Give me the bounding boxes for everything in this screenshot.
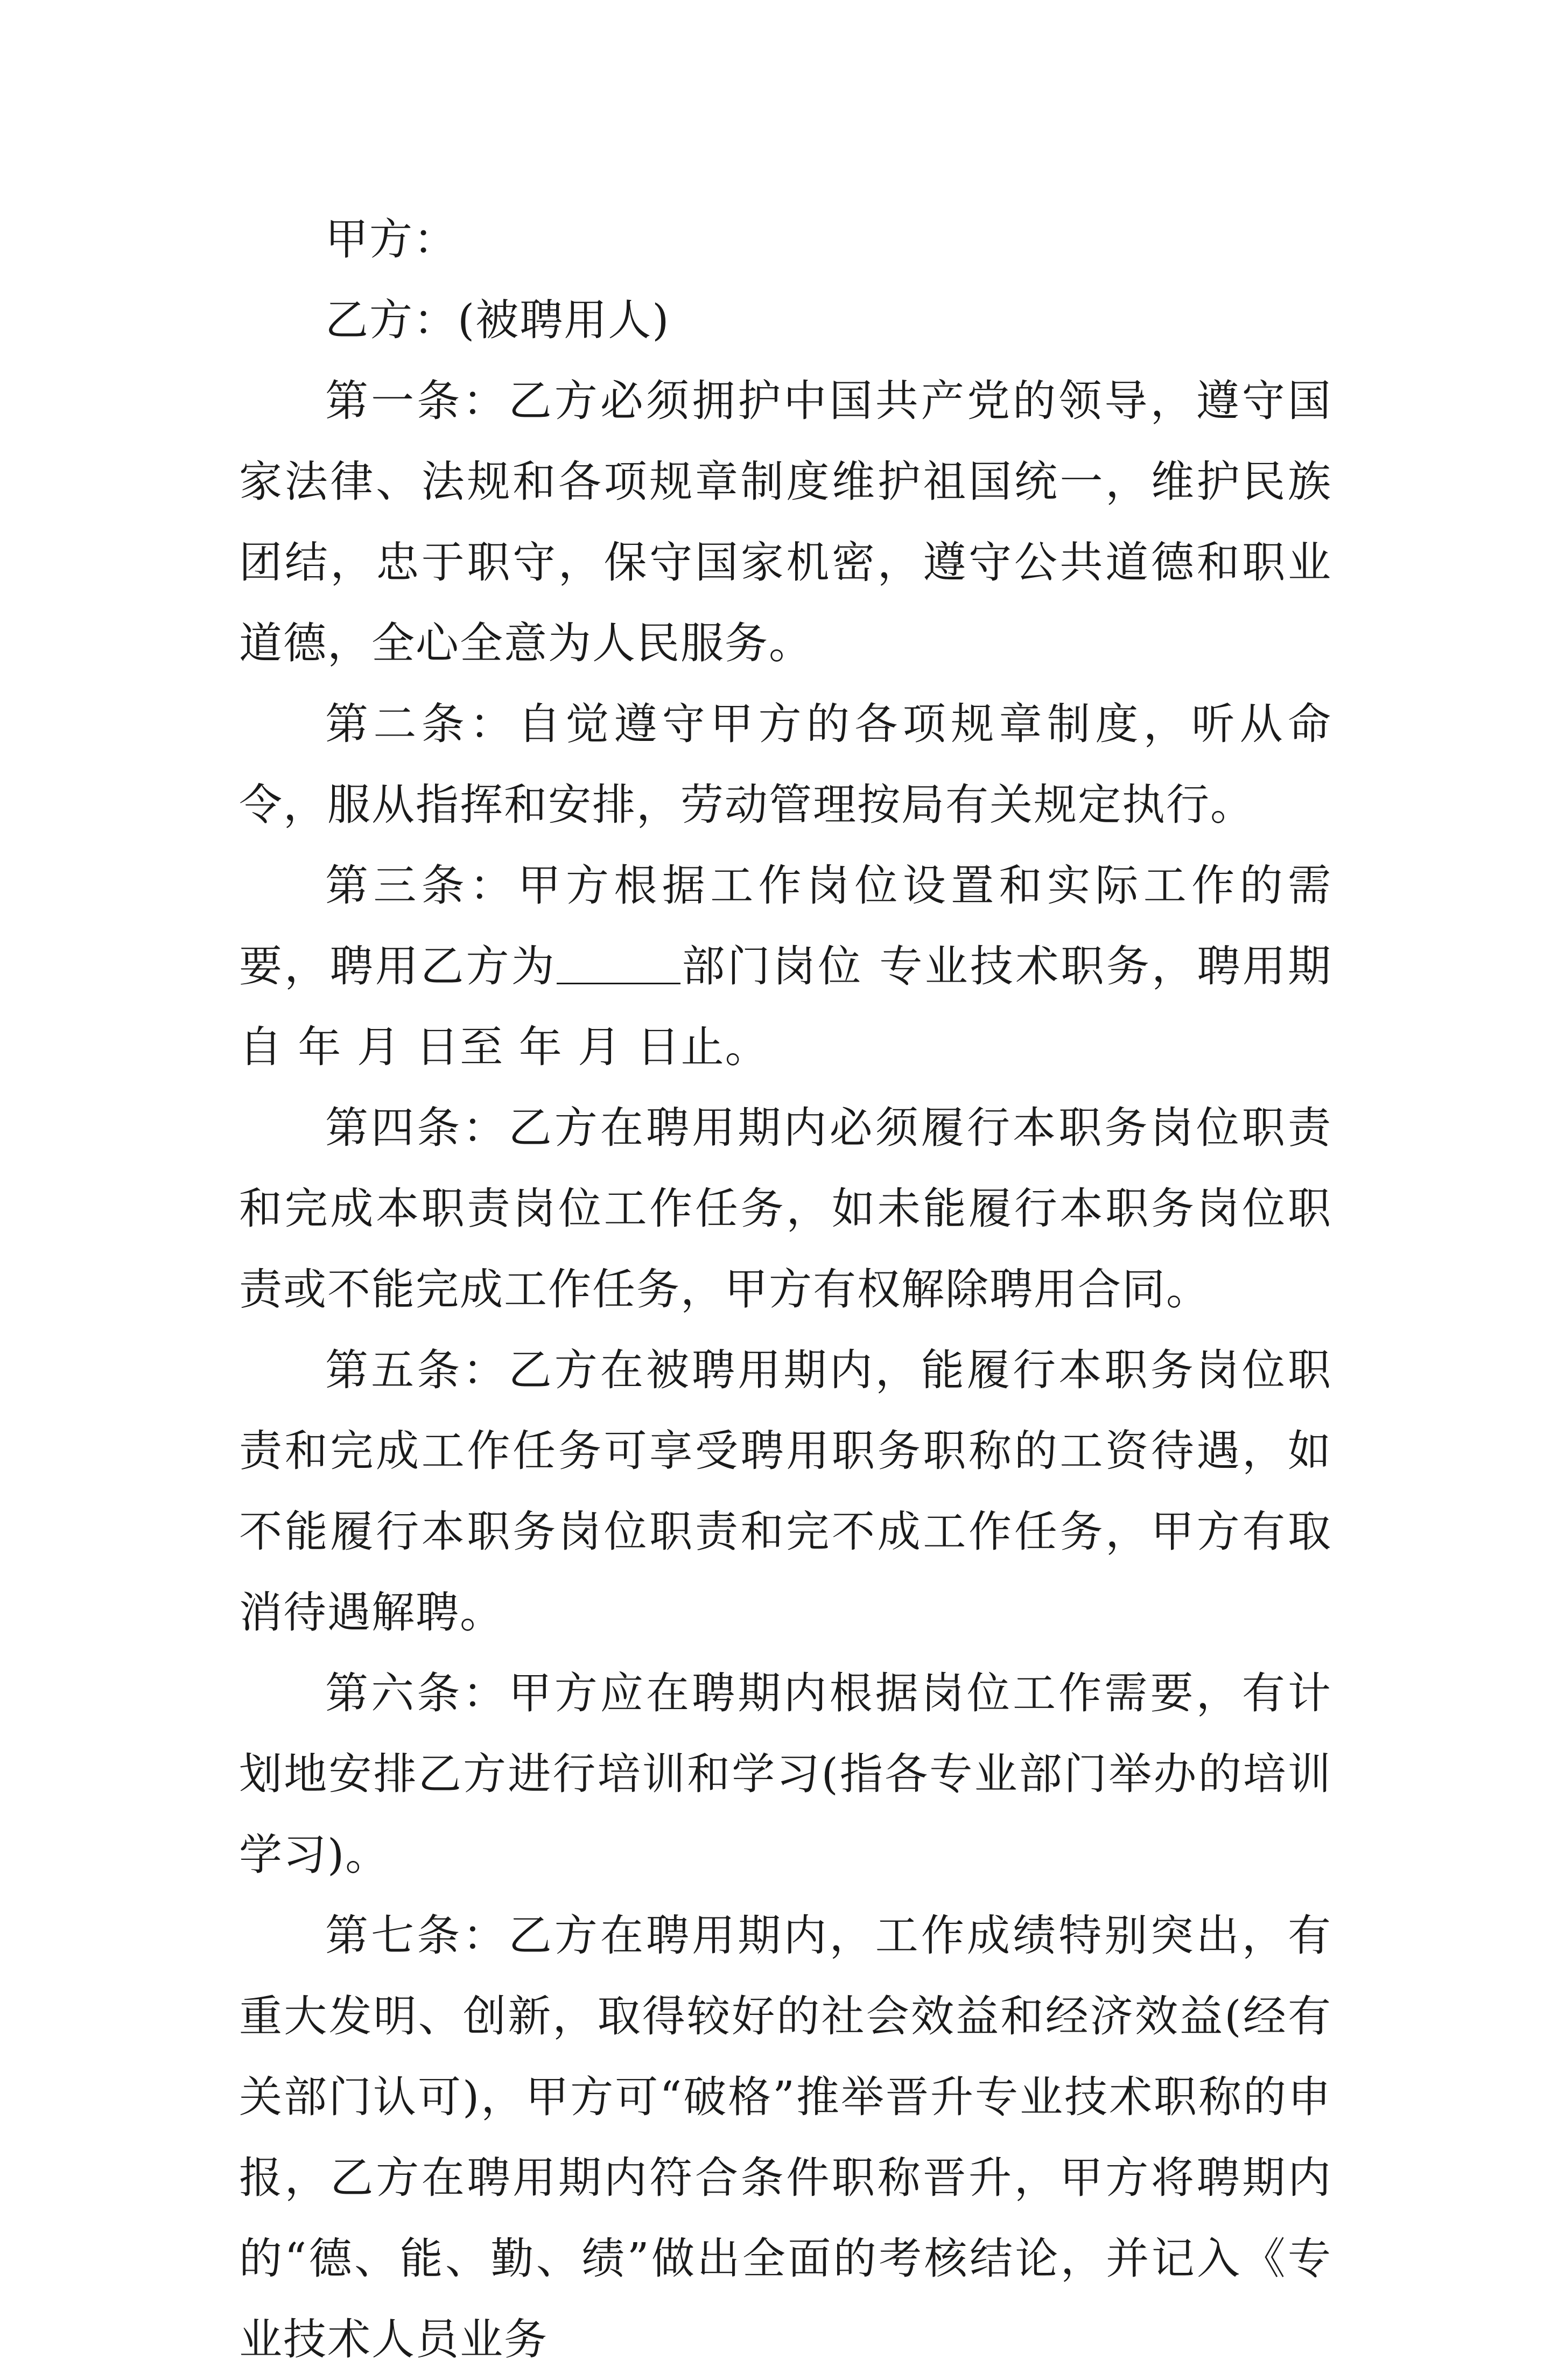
article-6: 第六条：甲方应在聘期内根据岗位工作需要，有计划地安排乙方进行培训和学习(指各专业部门举办的培训学习)。 bbox=[239, 1668, 1332, 1880]
article-2: 第二条：自觉遵守甲方的各项规章制度，听从命令，服从指挥和安排，劳动管理按局有关规定执行。 bbox=[239, 699, 1332, 830]
article-7: 第七条：乙方在聘用期内，工作成绩特别突出，有重大发明、创新，取得较好的社会效益和经济效益(经有关部门认可)，甲方可“破格”推举晋升专业技术职称的申报，乙方在聘用期内符合条件职称晋升，甲方将聘期内的“德、能、勤、绩”做出全面的考核结论，并记入《专业技术人员业务 bbox=[239, 1910, 1332, 2364]
article-4: 第四条：乙方在聘用期内必须履行本职务岗位职责和完成本职责岗位工作任务，如未能履行本职务岗位职责或不能完成工作任务，甲方有权解除聘用合同。 bbox=[239, 1103, 1332, 1314]
article-3 bbox=[239, 845, 1332, 1088]
article-5: 第五条：乙方在被聘用期内，能履行本职务岗位职责和完成工作任务可享受聘用职务职称的工资待遇，如不能履行本职务岗位职责和完不成工作任务，甲方有取消待遇解聘。 bbox=[239, 1345, 1332, 1637]
party-a-line: 甲方： bbox=[325, 214, 458, 264]
article-1: 第一条：乙方必须拥护中国共产党的领导，遵守国家法律、法规和各项规章制度维护祖国统一，维护民族团结，忠于职守，保守国家机密，遵守公共道德和职业道德，全心全意为人民服务。 bbox=[239, 376, 1332, 668]
article-3-text-end: 部门岗位 专业技术职务，聘用期自 年 月 日至 年 月 日止。 bbox=[239, 941, 1332, 1072]
department-blank-line bbox=[557, 940, 680, 984]
party-b-line: 乙方：(被聘用人) bbox=[325, 295, 670, 345]
contract-body bbox=[239, 199, 1332, 2380]
article-3-text-start: 第三条：甲方根据工作岗位设置和实际工作的需要，聘用乙方为 bbox=[239, 860, 1332, 991]
